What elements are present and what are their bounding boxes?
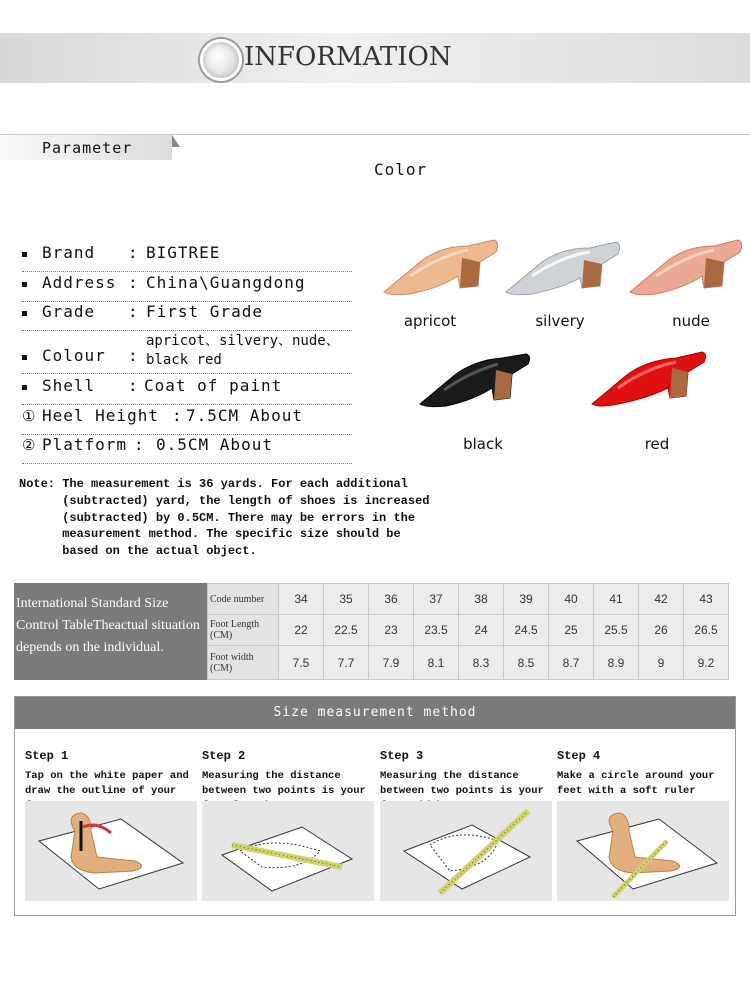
spec-value: First Grade (146, 302, 263, 321)
circle-icon (200, 39, 242, 81)
information-banner (0, 33, 750, 83)
step-title: Step 2 (202, 749, 246, 763)
table-cell: 9 (639, 646, 684, 680)
foot-outline-illustration (25, 801, 197, 901)
table-row (208, 615, 729, 646)
bullet-icon (22, 355, 27, 360)
table-cell: 9.2 (684, 646, 729, 680)
parameter-label: Parameter (42, 139, 133, 157)
color-label-black: black (463, 435, 503, 453)
spec-sep: : (128, 243, 139, 262)
spec-value: China\Guangdong (146, 273, 306, 292)
table-cell: 37 (414, 584, 459, 615)
banner-title: INFORMATION (244, 42, 452, 72)
table-cell: 7.9 (369, 646, 414, 680)
step-title: Step 4 (557, 749, 601, 763)
spec-sep: : (128, 273, 139, 292)
size-table-side-text: International Standard Size Control TableTheactual situation depends on the individual. (14, 583, 207, 680)
color-label-silvery: silvery (535, 312, 585, 330)
color-heading: Color (374, 160, 428, 179)
table-cell: 38 (459, 584, 504, 615)
spec-row-heel-height (22, 406, 352, 435)
shoe-black-image (418, 350, 534, 410)
spec-value: Coat of paint (144, 376, 283, 395)
foot-length-ruler-illustration (202, 801, 374, 901)
row-label: Foot width (CM) (208, 646, 279, 680)
step-description: Make a circle around your feet with a soft ruler (557, 770, 715, 797)
tab-corner-icon (172, 135, 180, 147)
table-cell: 8.3 (459, 646, 504, 680)
parameter-tab (0, 135, 172, 160)
table-cell: 8.1 (414, 646, 459, 680)
table-cell: 25 (549, 615, 594, 646)
spec-key: Grade (42, 302, 96, 321)
spec-row-colour (22, 331, 352, 374)
spec-key: Shell (42, 376, 96, 395)
table-cell: 7.7 (324, 646, 369, 680)
measurement-note: Note: The measurement is 36 yards. For each additional (subtracted) yard, the length of shoes is increased (subtracted) by 0.5CM. There may be errors in the measurement method. The specific size should be based on the actual object. (19, 477, 430, 559)
row-label: Code number (208, 584, 279, 615)
spec-row-address (22, 273, 352, 302)
step-title: Step 1 (25, 749, 69, 763)
table-cell: 23 (369, 615, 414, 646)
spec-key: Platform (42, 435, 128, 454)
table-cell: 40 (549, 584, 594, 615)
table-cell: 43 (684, 584, 729, 615)
table-cell: 26.5 (684, 615, 729, 646)
table-cell: 8.5 (504, 646, 549, 680)
table-cell: 7.5 (279, 646, 324, 680)
table-cell: 22.5 (324, 615, 369, 646)
step-3 (380, 749, 552, 814)
table-cell: 39 (504, 584, 549, 615)
foot-width-ruler-illustration (380, 801, 552, 901)
step-description: Tap on the white paper and draw the outline of your (25, 770, 189, 797)
color-label-red: red (644, 435, 670, 453)
spec-row-grade (22, 302, 352, 331)
spec-sep: : (128, 302, 139, 321)
spec-value: BIGTREE (146, 243, 221, 262)
bullet-icon (22, 282, 27, 287)
step-1 (25, 749, 197, 814)
table-row (208, 646, 729, 680)
step-description: Measuring the distance between two points is your (202, 770, 366, 797)
step-2 (202, 749, 374, 814)
spec-value: apricot、silvery、nude、black red (146, 333, 340, 368)
circled-one-marker: ① (22, 407, 37, 425)
table-row (208, 584, 729, 615)
spec-key: Address (42, 273, 117, 292)
spec-sep: : (128, 346, 139, 365)
table-cell: 23.5 (414, 615, 459, 646)
color-label-apricot: apricot (403, 312, 457, 330)
bullet-icon (22, 385, 27, 390)
spec-sep: : (172, 406, 183, 425)
size-measurement-section (14, 696, 736, 916)
circled-two-marker: ② (22, 436, 37, 454)
table-cell: 26 (639, 615, 684, 646)
size-table (14, 583, 730, 680)
step-4 (557, 749, 729, 799)
bullet-icon (22, 311, 27, 316)
foot-circle-ruler-illustration (557, 801, 729, 901)
table-cell: 34 (279, 584, 324, 615)
table-cell: 41 (594, 584, 639, 615)
spec-row-brand (22, 243, 352, 272)
measurement-heading: Size measurement method (15, 697, 735, 729)
spec-key: Colour (42, 346, 106, 365)
table-cell: 24.5 (504, 615, 549, 646)
shoe-silvery-image (502, 238, 624, 298)
row-label: Foot Length (CM) (208, 615, 279, 646)
spec-row-platform (22, 435, 352, 464)
spec-row-shell (22, 376, 352, 405)
step-title: Step 3 (380, 749, 424, 763)
spec-value: 0.5CM About (156, 435, 273, 454)
table-cell: 25.5 (594, 615, 639, 646)
spec-key: Heel Height (42, 406, 159, 425)
table-cell: 35 (324, 584, 369, 615)
table-cell: 24 (459, 615, 504, 646)
color-label-nude: nude (672, 312, 710, 330)
shoe-red-image (590, 348, 710, 408)
step-description: Measuring the distance between two points is your (380, 770, 544, 797)
table-cell: 36 (369, 584, 414, 615)
bullet-icon (22, 252, 27, 257)
spec-sep: : (134, 435, 145, 454)
spec-sep: : (128, 376, 139, 395)
table-cell: 8.7 (549, 646, 594, 680)
size-grid (207, 583, 729, 680)
table-cell: 22 (279, 615, 324, 646)
shoe-apricot-image (380, 236, 502, 298)
table-cell: 42 (639, 584, 684, 615)
spec-value: 7.5CM About (186, 406, 303, 425)
table-cell: 8.9 (594, 646, 639, 680)
spec-key: Brand (42, 243, 96, 262)
shoe-nude-image (626, 236, 746, 298)
